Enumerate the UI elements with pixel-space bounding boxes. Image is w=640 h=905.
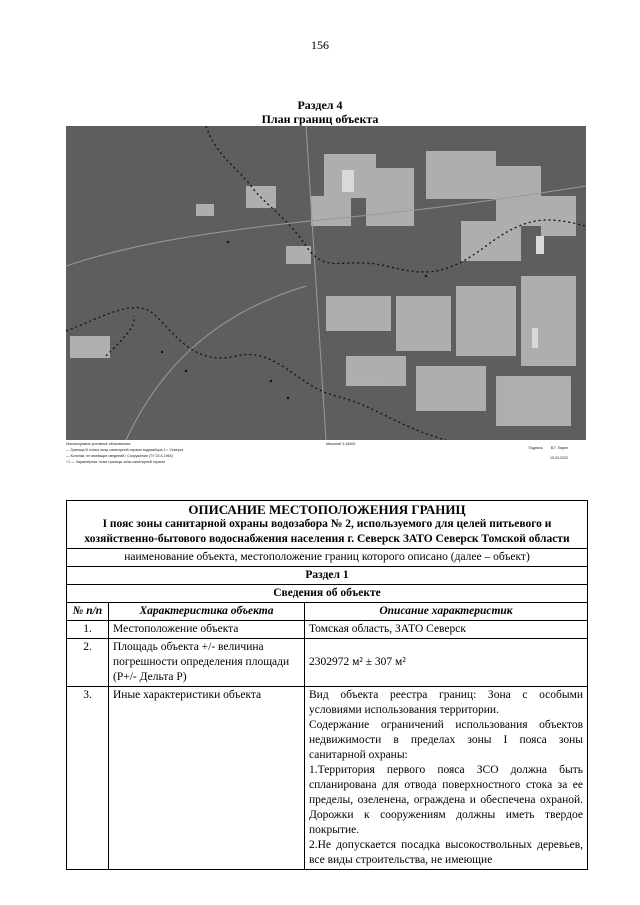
description-title: ОПИСАНИЕ МЕСТОПОЛОЖЕНИЯ ГРАНИЦ: [188, 502, 466, 517]
map-scale: Масштаб 1:18400: [326, 442, 356, 446]
section4-subheading: План границ объекта: [261, 112, 379, 126]
signature-name: В.Г. Ларин: [550, 446, 568, 450]
row-value: 2302972 м² ± 307 м²: [305, 639, 588, 687]
boundary-map: [66, 126, 586, 440]
row-value: [305, 687, 588, 870]
description-title-cell: [67, 501, 588, 549]
row-characteristic: Иные характеристики объекта: [109, 687, 305, 870]
column-header-description: Описание характеристик: [305, 603, 588, 621]
legend-date: 15.03.2022: [550, 456, 568, 460]
row-characteristic: Местоположение объекта: [109, 621, 305, 639]
row-number: 3.: [67, 687, 109, 870]
map-image: [66, 126, 586, 440]
object-name: I пояс зоны санитарной охраны водозабора № 2, используемого для целей питьевого и хозяйственно-бытового водоснабжения населения г. Северск ЗАТО Северск Томской области: [84, 518, 570, 545]
table-header-row: [67, 603, 588, 621]
table-row: [67, 639, 588, 687]
legend-line-3: +1 — Характерная точка границы зоны санитарной охраны: [66, 460, 166, 464]
signature-label: Подпись: [528, 446, 543, 450]
row-value-paragraph: Вид объекта реестра границ: Зона с особыми условиями использования территории.: [309, 689, 583, 716]
row-value: Томская область, ЗАТО Северск: [305, 621, 588, 639]
legend-title: Используемые условные обозначения:: [66, 442, 132, 446]
section4-heading: Раздел 4: [297, 98, 343, 112]
legend-signature: [529, 446, 568, 450]
map-legend: [66, 442, 586, 472]
object-caption: наименование объекта, местоположение границ которого описано (далее – объект): [67, 549, 588, 567]
row-value-paragraph: Содержание ограничений использования объектов недвижимости в пределах зоны I пояса зоны санитарной охраны:: [309, 719, 583, 761]
row-value-paragraph: 1.Территория первого пояса ЗСО должна быть спланирована для отвода поверхностного стока за ее пределы, озеленена, ограждена и обеспечена охраной. Дорожки к сооружениям должны иметь твердое покрытие.: [309, 764, 583, 836]
section1-subheading: Сведения об объекте: [67, 585, 588, 603]
page-number: 156: [311, 38, 329, 52]
legend-line-2: — Колонки, не имеющие сведений / Сооружения (ТУ 22.4-1964): [66, 454, 173, 458]
boundary-description-table: [66, 500, 588, 870]
table-row: [67, 687, 588, 870]
row-value-paragraph: 2.Не допускается посадка высокоствольных деревьев, все виды строительства, не имеющие: [309, 839, 583, 866]
section1-heading: Раздел 1: [67, 567, 588, 585]
row-number: 1.: [67, 621, 109, 639]
legend-line-1: — Граница III пояса зоны санитарной охраны водозабора 1 г. Северск: [66, 448, 184, 452]
column-header-num: № п/п: [67, 603, 109, 621]
row-number: 2.: [67, 639, 109, 687]
column-header-characteristic: Характеристика объекта: [109, 603, 305, 621]
row-characteristic: Площадь объекта +/- величина погрешности определения площади (Р+/- Дельта Р): [109, 639, 305, 687]
table-row: [67, 621, 588, 639]
